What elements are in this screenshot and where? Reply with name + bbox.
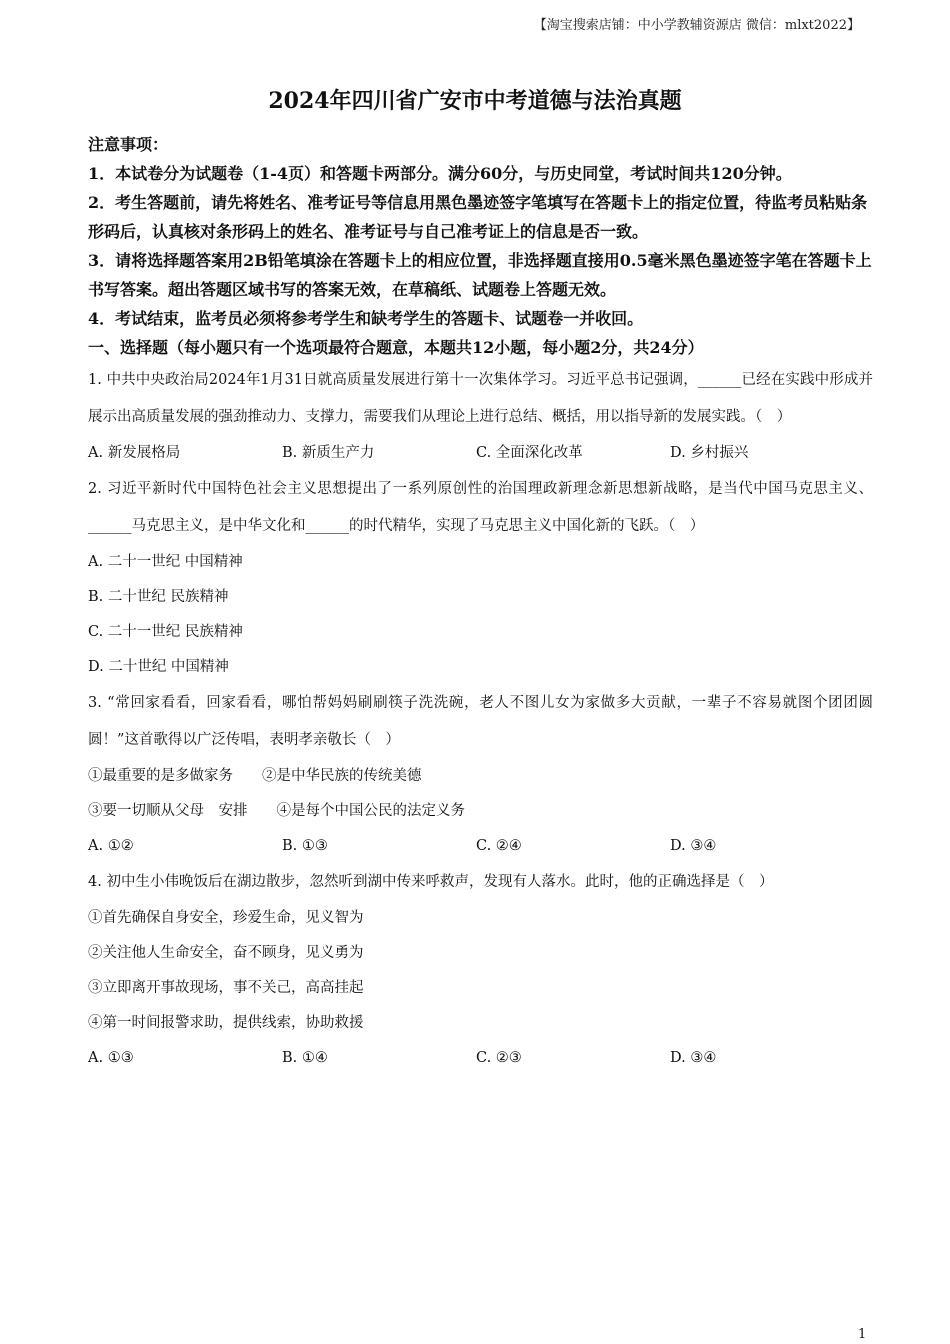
option-d: D. ③④ [670,1050,717,1066]
question-stem: 1. 中共中央政治局2024年1月31日就高质量发展进行第十一次集体学习。习近平总书记强调，______已经在实践中形成并展示出高质量发展的强劲推动力、支撑力，需要我们从理论上进行总结、概括，用以指导新的发展实践。（ ） [88,372,873,425]
statement-line: ①最重要的是多做家务 ②是中华民族的传统美德 [88,768,422,784]
option-row [88,436,873,471]
question-3 [88,685,873,864]
option-c: C. 二十一世纪 民族精神 [88,624,243,640]
option-a: A. 二十一世纪 中国精神 [88,554,243,570]
option-a: A. ①② [88,838,134,854]
statement-line: ③要一切顺从父母 安排 ④是每个中国公民的法定义务 [88,803,465,819]
notice-item: 4．考试结束，监考员必须将参考学生和缺考学生的答题卡、试题卷一并收回。 [88,309,644,328]
statement-line: ④第一时间报警求助，提供线索，协助救援 [88,1015,364,1031]
notice-item: 1．本试卷分为试题卷（1-4页）和答题卡两部分。满分60分，与历史同堂，考试时间共120分钟。 [88,164,792,183]
notice-item: 3．请将选择题答案用2B铅笔填涂在答题卡上的相应位置，非选择题直接用0.5毫米黑色墨迹签字笔在答题卡上书写答案。超出答题区域书写的答案无效，在草稿纸、试题卷上答题无效。 [88,251,872,299]
option-c: C. 全面深化改革 [476,445,583,461]
question-stem: 4. 初中生小伟晚饭后在湖边散步，忽然听到湖中传来呼救声，发现有人落水。此时，他的正确选择是（ ） [88,874,774,890]
option-c: C. ②④ [476,838,522,854]
statement-line: ③立即离开事故现场，事不关己，高高挂起 [88,980,364,996]
option-b: B. 二十世纪 民族精神 [88,589,229,605]
option-d: D. 二十世纪 中国精神 [88,659,229,675]
option-b: B. ①③ [282,838,328,854]
option-c: C. ②③ [476,1050,522,1066]
option-d: D. ③④ [670,838,717,854]
header-note: 【淘宝搜索店铺：中小学教辅资源店 微信：mlxt2022】 [533,18,860,33]
option-a: A. ①③ [88,1050,134,1066]
option-a: A. 新发展格局 [88,445,181,461]
option-row [88,829,873,864]
question-stem: 3. “常回家看看，回家看看，哪怕帮妈妈刷刷筷子洗洗碗，老人不图儿女为家做多大贡献，一辈子不容易就图个团团圆圆！”这首歌得以广泛传唱，表明孝亲敬长（ ） [88,695,873,748]
option-b: B. 新质生产力 [282,445,375,461]
notice-item: 2．考生答题前，请先将姓名、准考证号等信息用黑色墨迹签字笔填写在答题卡上的指定位置，待监考员粘贴条形码后，认真核对条形码上的姓名、准考证号与自己准考证上的信息是否一致。 [88,193,868,241]
notice-heading: 注意事项： [88,135,169,154]
question-4 [88,864,873,1076]
exam-content [88,130,873,1076]
question-stem: 2. 习近平新时代中国特色社会主义思想提出了一系列原创性的治国理政新理念新思想新战略，是当代中国马克思主义、______马克思主义，是中华文化和______的时代精华，实现了马克思主义中国化新的飞跃。（ ） [88,481,873,534]
option-row [88,1041,873,1076]
question-1 [88,362,873,471]
notice-section [88,130,873,333]
option-d: D. 乡村振兴 [670,445,749,461]
question-2 [88,471,873,685]
statement-line: ②关注他人生命安全，奋不顾身，见义勇为 [88,945,364,961]
page-title: 2024年四川省广安市中考道德与法治真题 [268,88,682,114]
page-number: 1 [858,1327,867,1342]
option-b: B. ①④ [282,1050,328,1066]
statement-line: ①首先确保自身安全，珍爱生命，见义智为 [88,910,364,926]
section-title: 一、选择题（每小题只有一个选项最符合题意，本题共12小题，每小题2分，共24分） [88,338,704,357]
